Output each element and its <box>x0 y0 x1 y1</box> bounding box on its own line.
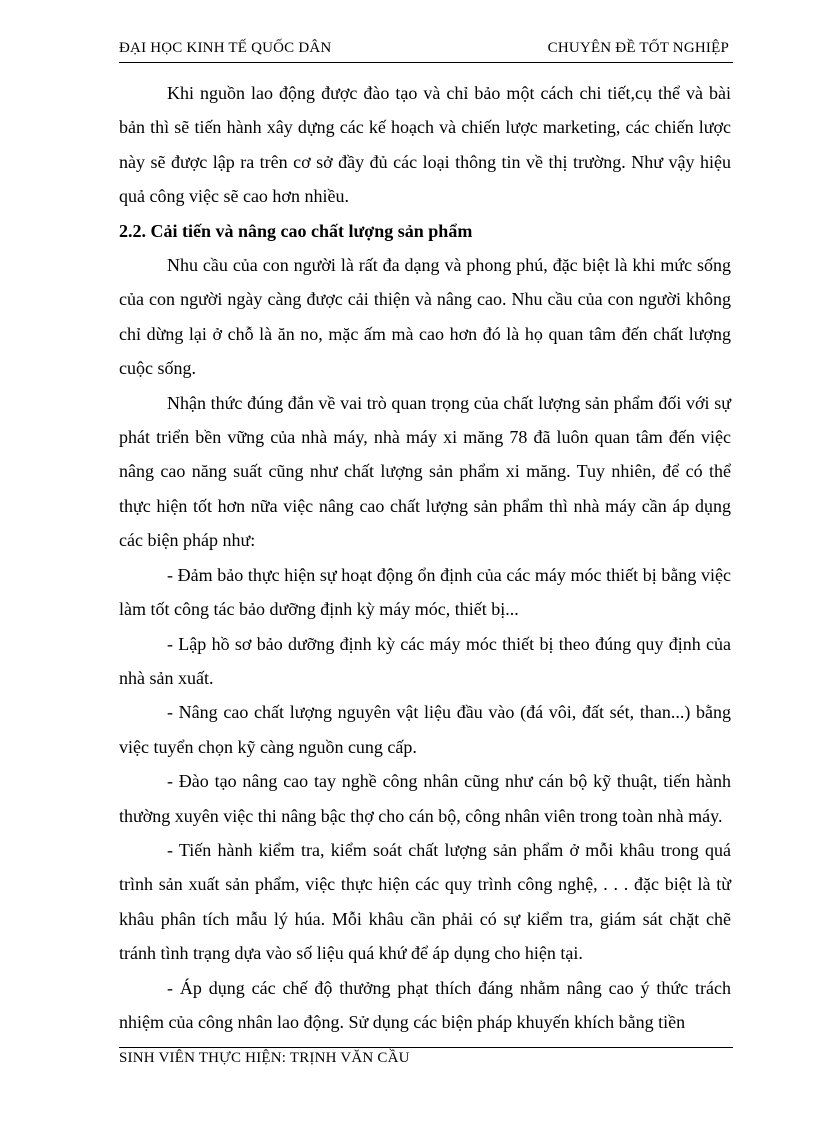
page-header <box>119 38 733 63</box>
bullet-training: - Đào tạo nâng cao tay nghề công nhân cũng như cán bộ kỹ thuật, tiến hành thường xuyên việc thi nâng bậc thợ cho cán bộ, công nhân viên trong toàn nhà máy. <box>119 771 731 826</box>
bullet-quality-control: - Tiến hành kiểm tra, kiểm soát chất lượng sản phẩm ở mỗi khâu trong quá trình sản xuất sản phẩm, việc thực hiện các quy trình công nghệ, . . . đặc biệt là từ khâu phân tích mẫu lý húa. Mỗi khâu cần phải có sự kiểm tra, giám sát chặt chẽ tránh tình trạng dựa vào số liệu quá khứ để áp dụng cho hiện tại. <box>119 839 731 964</box>
paragraph-training: Khi nguồn lao động được đào tạo và chỉ bảo một cách chi tiết,cụ thể và bài bản thì sẽ tiến hành xây dựng các kế hoạch và chiến lược marketing, các chiến lược này sẽ được lập ra trên cơ sở đầy đủ các loại thông tin về thị trường. Như vậy hiệu quả công việc sẽ cao hơn nhiều. <box>119 83 731 207</box>
bullet-maintenance-records: - Lập hồ sơ bảo dưỡng định kỳ các máy móc thiết bị theo đúng quy định của nhà sản xuất. <box>119 633 731 688</box>
header-university: ĐẠI HỌC KINH TẾ QUỐC DÂN <box>119 40 332 56</box>
footer-student-name: SINH VIÊN THỰC HIỆN: TRỊNH VĂN CẦU <box>119 1050 410 1066</box>
bullet-rewards: - Áp dụng các chế độ thưởng phạt thích đáng nhằm nâng cao ý thức trách nhiệm của công nhân lao động. Sử dụng các biện pháp khuyến khích bằng tiền <box>119 977 731 1032</box>
header-document-type: CHUYÊN ĐỀ TỐT NGHIỆP <box>547 40 729 56</box>
page-body <box>119 76 731 1039</box>
bullet-equipment-operation: - Đảm bảo thực hiện sự hoạt động ổn định của các máy móc thiết bị bằng việc làm tốt công tác bảo dưỡng định kỳ máy móc, thiết bị... <box>119 564 731 620</box>
bullet-raw-materials: - Nâng cao chất lượng nguyên vật liệu đầu vào (đá vôi, đất sét, than...) bằng việc tuyển chọn kỹ càng nguồn cung cấp. <box>119 702 731 757</box>
section-heading: 2.2. Cải tiến và nâng cao chất lượng sản phẩm <box>119 220 473 241</box>
page-footer <box>119 1047 733 1067</box>
paragraph-human-needs: Nhu cầu của con người là rất đa dạng và phong phú, đặc biệt là khi mức sống của con người ngày càng được cải thiện và nâng cao. Nhu cầu của con người không chỉ dừng lại ở chỗ là ăn no, mặc ấm mà cao hơn đó là họ quan tâm đến chất lượng cuộc sống. <box>119 255 731 379</box>
paragraph-awareness: Nhận thức đúng đắn về vai trò quan trọng của chất lượng sản phẩm đối với sự phát triển bền vững của nhà máy, nhà máy xi măng 78 đã luôn quan tâm đến việc nâng cao năng suất cũng như chất lượng sản phẩm xi măng. Tuy nhiên, để có thể thực hiện tốt hơn nữa việc nâng cao chất lượng sản phẩm thì nhà máy cần áp dụng các biện pháp như: <box>119 392 731 551</box>
